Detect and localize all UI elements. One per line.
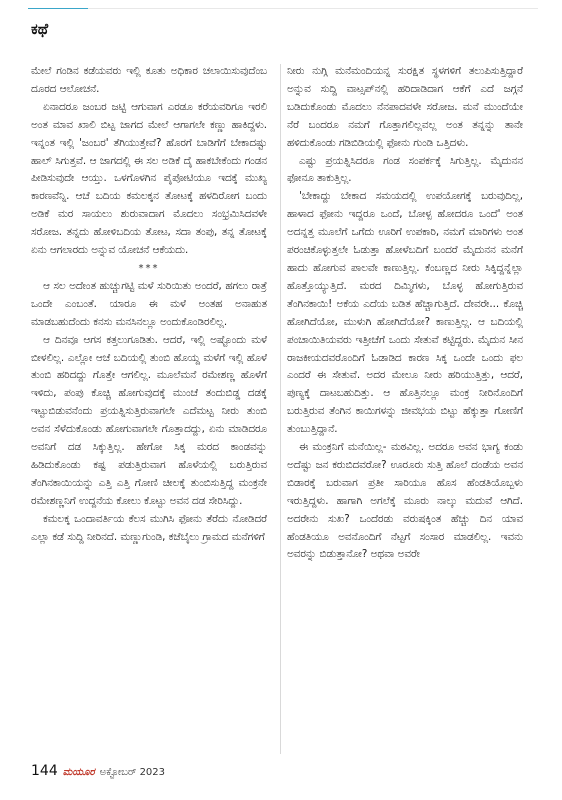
right-column bbox=[287, 63, 523, 564]
paragraph: ಆ ಸಲ ಅದೇಂತ ಹುಚ್ಚುಗಟ್ಟಿ ಮಳೆ ಸುರಿಯಿತು ಅಂದರೆ, ಹಗಲು ರಾತ್ರೆ ಒಂದೇ ಎಂಬಂತೆ. ಯಾರೂ ಈ ಮಳೆ ಅಂತಹ ಅನಾಹುತ ಮಾಡಬಹುದೆಂದು ಕನಸು ಮನಸಿನಲ್ಲೂ ಅಂದುಕೊಂಡಿರಲಿಲ್ಲ. bbox=[31, 279, 267, 328]
paragraph: 'ಬೇಕಾದ್ದು ಬೇಕಾದ ಸಮಯದಲ್ಲಿ ಉಪಯೋಗಕ್ಕೆ ಬರುವುದಿಲ್ಲ, ಹಾಳಾದ ಫೋನು ಇದ್ದರೂ ಒಂದೆ, ಬೋಳ್ಪ ಹೋದರೂ ಒಂದೆ' ಅಂತ ಅದನ್ನತ್ತ ಮೂಲೆಗೆ ಒಗೆದು ಊರಿಗೆ ಉಪಕಾರಿ, ನಮಗೆ ಮಾರಿಗಳು ಅಂತ ಪರಂಚಿಕೊಳ್ಳುತ್ತಲೇ ಓಡುತ್ತಾ ಹೋಳೆಬದಿಗೆ ಬಂದರೆ ಮೈದುನನ ಮನೆಗೆ ಹಾದು ಹೋಗುವ ಪಾಲವೇ ಕಾಣುತ್ತಿಲ್ಲ. ಕೆಂಬಣ್ಣದ ನೀರು ಸಿಕ್ಕಿದ್ದನ್ನೆಲ್ಲಾ ಹೊತ್ತೊಯ್ಯುತ್ತಿದೆ. ಮರದ ದಿಮ್ಮಿಗಳು, ಬೊಳ್ಳ ಹೋಗುತ್ತಿರುವ ತೆಂಗಿನಕಾಯಿ! ಅಕೆಯ ಎದೆಯ ಬಡಿತ ಹೆಚ್ಚಾಗುತ್ತಿದೆ. ದೇವರೇ... ಕೊಚ್ಚಿ ಹೋಗಿದೆಯೋ, ಮುಳುಗಿ ಹೋಗಿದೆಯೋ? ಕಾಣುತ್ತಿಲ್ಲ. ಆ ಬದಿಯಲ್ಲಿ ಪಂಚಾಯಿತಿಯವರು ಇತ್ತೀಚೆಗೆ ಒಂದು ಸೇತುವೆ ಕಟ್ಟಿದ್ದರು. ಮೈದುನ ಸೀನ ರಾಜಕೀಯದವರೊಂದಿಗೆ ಓಡಾಡಿದ ಕಾರಣ ಸಿಕ್ಕ ಒಂದೇ ಒಂದು ಫಲ ಎಂದರೆ ಈ ಸೇತುವೆ. ಅದರ ಮೇಲೂ ನೀರು ಹರಿಯುತ್ತಿತ್ತು, ಆದರೆ, ಪುಣ್ಯಕ್ಕೆ ದಾಟಬಹುದಿತ್ತು. ಆ ಹೊತ್ತಿನಲ್ಲೂ ಮಂಕ್ರ ನೀರಿನೊಂದಿಗೆ ಬರುತ್ತಿರುವ ತೆಂಗಿನ ಕಾಯಿಗಳನ್ನು ಜೀವಭಯ ಬಿಟ್ಟು ಹೆಕ್ಕುತ್ತಾ ಗೋಣಿಗೆ ತುಂಬುತ್ತಿದ್ದಾನೆ. bbox=[287, 190, 523, 436]
section-title: ಕಥೆ bbox=[31, 20, 49, 38]
header-rule-gray bbox=[88, 8, 538, 9]
header-rule bbox=[28, 8, 538, 9]
section-separator: *** bbox=[138, 262, 160, 274]
paragraph: ಆ ದಿನವೂ ಆಗಸ ಕತ್ತಲುಗೂಡಿತು. ಆದರೆ, ಇಲ್ಲಿ ಅಷ್ಟೊಂದು ಮಳೆ ಬೀಳಲಿಲ್ಲ. ಎಲ್ಲೋ ಆಚೆ ಬದಿಯಲ್ಲಿ ತುಂಬಿ ಹೊಯ್ದ ಮಳೆಗೆ ಇಲ್ಲಿ ಹೊಳೆ ತುಂಬಿ ಹರಿದದ್ದು ಗೊತ್ತೇ ಆಗಲಿಲ್ಲ. ಮೂಲೆಮನೆ ರಮೇಶಣ್ಣ ಹೊಳೆಗೆ ಇಳಿದು, ಪಂಪು ಕೊಚ್ಚಿ ಹೋಗುವುದಕ್ಕೆ ಮುಂಚೆ ತಂದುಬಿಡ್ಡ ದಡಕ್ಕೆ ಇಟ್ಟುಬಿಡುವನೆಂದು ಪ್ರಯತ್ನಿಸುತ್ತಿರುವಾಗಲೇ ಎದೆಮಟ್ಟ ನೀರು ತುಂಬಿ ಅವನ ಸೆಳೆದುಕೊಂಡು ಹೋಗುವಾಗಲೇ ಗೊತ್ತಾದದ್ದು, ಏನು ಮಾಡಿದರೂ ಅವನಿಗೆ ದಡ ಸಿಕ್ಕುತ್ತಿಲ್ಲ. ಹೇಗೋ ಸಿಕ್ಕ ಮರದ ಕಾಂಡವನ್ನು ಹಿಡಿದುಕೊಂಡು ಕಷ್ಟ ಪಡುತ್ತಿರುವಾಗ ಹೊಳೆಯಲ್ಲಿ ಬರುತ್ತಿರುವ ತೆಂಗಿನಕಾಯಿಯನ್ನು ಎತ್ತಿ ಎತ್ತಿ ಗೋಣಿ ಚೀಲಕ್ಕೆ ತುಂಬಿಸುತ್ತಿದ್ದ ಮಂಕ್ರನೇ ರಮೇಶಣ್ಣನಿಗೆ ಉದ್ದನೆಯ ಕೋಲು ಕೊಟ್ಟು ಅವನ ದಡ ಸೇರಿಸಿದ್ದು. bbox=[31, 333, 267, 507]
page-footer bbox=[31, 763, 165, 783]
paragraph: ನೀರು ನುಗ್ಗಿ ಮನೆಮಂದಿಯನ್ನ ಸುರಕ್ಷಿತ ಸ್ಥಳಗಳಿಗೆ ತಲುಪಿಸುತ್ತಿದ್ದಾರೆ ಅನ್ನುವ ಸುದ್ದಿ ವಾಟ್ಸಪ್‌ನಲ್ಲಿ ಹರಿದಾಡಿದಾಗ ಆಕೆಗೆ ಎದೆ ಜಗ್ಗನೆ ಬಡಿದುಕೊಂಡು ಮೊದಲು ನೆನಪಾದವಳೇ ಸರೋಜ. ಮನೆ ಮುಂದೆಯೇ ನೆರೆ ಬಂದರೂ ನಮಗೆ ಗೊತ್ತಾಗಲಿಲ್ಲವಲ್ಲ ಅಂತ ತನ್ನನ್ನು ತಾನೇ ಹಳಿದುಕೊಂಡು ಗಡಿಬಿಡಿಯಲ್ಲಿ ಫೋನು ಗುಂಡಿ ಒತ್ತಿದಳು. bbox=[287, 65, 523, 149]
magazine-logo: ಮಯೂರ bbox=[62, 767, 95, 778]
header-rule-accent bbox=[28, 8, 88, 9]
issue-date: ಅಕ್ಟೋಬರ್ 2023 bbox=[99, 767, 166, 778]
paragraph: ಮೇಲೆ ಗಂಡಿನ ಕಡೆಯವರು ಇಲ್ಲಿ ಕೂತು ಅಧಿಕಾರ ಚಲಾಯಿಸುವುದೆಂಬ ದೂರದ ಆಲೋಚನೆ. bbox=[31, 65, 267, 95]
left-column bbox=[31, 63, 267, 546]
paragraph: ಏನಾದರೂ ಜಂಬರ ಜಟ್ಟಿ ಆಗುವಾಗ ಎರಡೂ ಕರೆಯವರಿಗೂ ಇರಲಿ ಅಂತ ಮಾವ ಖಾಲಿ ಬಿಟ್ಟ ಜಾಗದ ಮೇಲೆ ಆಗಾಗಲೇ ಕಣ್ಣು ಹಾಕಿದ್ದಳು. ಇನ್ನಂತ ಇಲ್ಲಿ 'ಜಂಬರ' ತೆಗಿಯುತ್ತೇವೆ? ಹೊರಗೆ ಬಾಡಿಗೆಗೆ ಬೇಕಾದಷ್ಟು ಹಾಲ್ ಸಿಗುತ್ತವೆ. ಆ ಜಾಗದಲ್ಲಿ ಈ ಸಲ ಅಡಿಕೆ ದೈ ಹಾಕಬೇಕೆಂದು ಗಂಡನ ಪೀಡಿಸುವುದೇ ಆಯ್ತು. ಒಳಗೊಳಗಿನ ಪೈಪೋಟಿಯೂ ಇದಕ್ಕೆ ಮುಖ್ಯ ಕಾರಣವೆನ್ನಿ. ಆಚೆ ಬದಿಯ ಕಮಲಕ್ಕನ ತೋಟಕ್ಕೆ ಹಳದಿರೋಗ ಬಂದು ಅಡಿಕೆ ಮರ ಸಾಯಲು ಶುರುವಾದಾಗ ಮೊದಲು ಸಂಭ್ರಮಿಸಿದವಳೇ ಸರೋಜ. ತನ್ನದು ಹೋಳಿಬದಿಯ ತೋಟ, ಸದಾ ತಂಪು, ತನ್ನ ತೋಟಕ್ಕೆ ಏನು ಆಗಲಾರದು ಅನ್ನುವ ಯೋಚನೆ ಆಕೆಯದು. bbox=[31, 100, 267, 257]
page-number: 144 bbox=[31, 763, 58, 779]
paragraph: ಈ ಮಂಕ್ರನಿಗೆ ಮನೆಯಿಲ್ಲ- ಮಠವಿಲ್ಲ. ಅದರೂ ಅವನ ಭಾಗ್ಯ ಕಂಡು ಅದೆಷ್ಟು ಜನ ಕರುಬಿದವರೋ? ಊರೂರು ಸುತ್ತಿ ಹೊಲೆ ದಂಡೆಯ ಅವನ ಬಿಡಾರಕ್ಕೆ ಬರುವಾಗ ಪ್ರತೀ ಸಾರಿಯೂ ಹೊಸ ಹೆಂಡತಿಯೊಬ್ಬಳು ಇರುತ್ತಿದ್ದಳು. ಹಾಗಾಗಿ ಅಗಲೆಕ್ಕೆ ಮೂರು ನಾಲ್ಕು ಮದುವೆ ಆಗಿದೆ. ಅದರೇನು ಸುಖ? ಒಂದೆರಡು ವರುಷಕ್ಕಿಂತ ಹೆಚ್ಚು ದಿನ ಯಾವ ಹೆಂಡತಿಯೂ ಅವನೊಂದಿಗೆ ನೆಟ್ಟಗೆ ಸಂಸಾರ ಮಾಡಲಿಲ್ಲ. ಇವನು ಅವರನ್ನು ಬಿಡುತ್ತಾನೋ? ಅಥವಾ ಅವರೇ bbox=[287, 441, 523, 561]
article-body bbox=[31, 63, 531, 758]
paragraph: ಕಮಲಕ್ಕ ಒಂದಾವರ್ತಿಯ ಕೆಲಸ ಮುಗಿಸಿ ಫೋನು ತೆರೆದು ನೋಡಿದರೆ ಎಲ್ಲಾ ಕಡೆ ಸುದ್ದಿ ನೀರಿನದೆ. ಮಣ್ಣುಗುಂಡಿ, ಕಜೆಬೈಲು ಗ್ರಾಮದ ಮನೆಗಳಿಗೆ bbox=[31, 512, 267, 543]
paragraph: ಎಷ್ಟು ಪ್ರಯತ್ನಿಸಿದರೂ ಗಂಡ ಸಂಪರ್ಕಕ್ಕೆ ಸಿಗುತ್ತಿಲ್ಲ. ಮೈದುನನ ಫೋನೂ ತಾಕುತ್ತಿಲ್ಲ. bbox=[287, 154, 523, 185]
